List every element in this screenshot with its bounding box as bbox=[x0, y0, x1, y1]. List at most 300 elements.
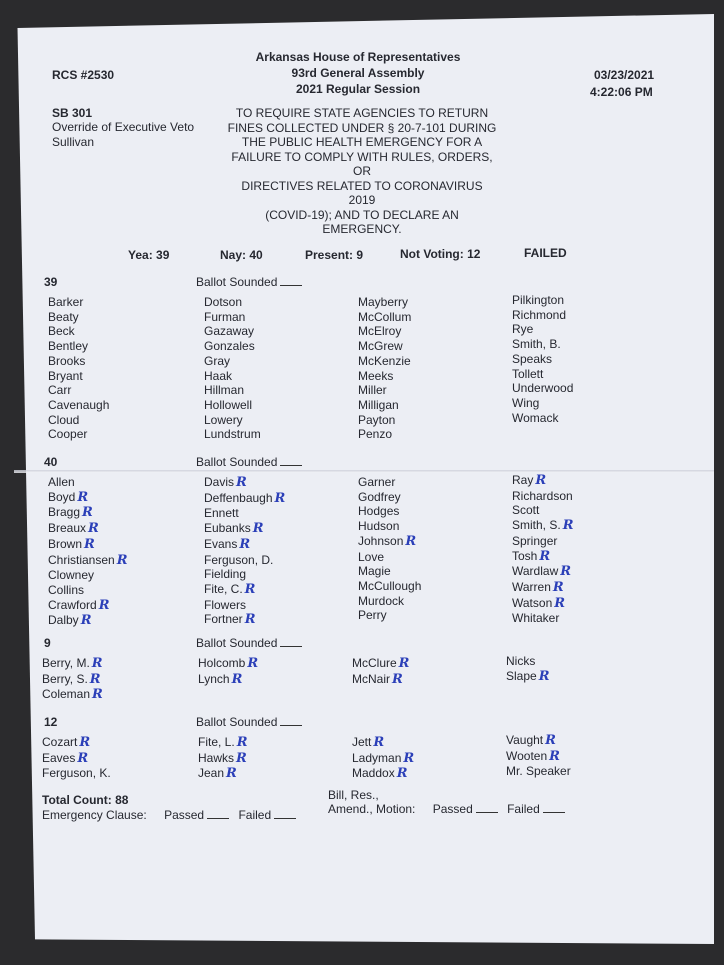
member-name: Wardlaw bbox=[512, 564, 559, 579]
member-name: Haak bbox=[204, 368, 233, 383]
handwritten-r-mark: R bbox=[554, 595, 566, 611]
member-entry bbox=[48, 295, 109, 310]
member-entry bbox=[48, 413, 109, 428]
member-entry bbox=[198, 735, 248, 751]
member-name: Fite, L. bbox=[198, 735, 235, 749]
member-name: Maddox bbox=[352, 766, 395, 781]
member-name: Davis bbox=[204, 475, 235, 489]
member-entry bbox=[48, 354, 109, 369]
handwritten-r-mark: R bbox=[552, 579, 564, 595]
handwritten-r-mark: R bbox=[560, 564, 572, 580]
handwritten-r-mark: R bbox=[77, 750, 89, 766]
ballot-sounded-text: Ballot Sounded bbox=[196, 275, 278, 289]
handwritten-r-mark: R bbox=[91, 656, 103, 671]
member-entry bbox=[48, 505, 128, 521]
member-name: Tosh bbox=[512, 548, 538, 563]
handwritten-r-mark: R bbox=[244, 581, 256, 597]
handwritten-r-mark: R bbox=[403, 750, 415, 766]
member-name: Berry, M. bbox=[42, 656, 90, 670]
member-name: Eubanks bbox=[204, 521, 251, 536]
bill-title-line: 2019 bbox=[348, 193, 376, 207]
motion-failed-blank bbox=[543, 803, 565, 813]
member-name: Tollett bbox=[512, 366, 544, 381]
member-column bbox=[352, 656, 409, 687]
member-entry bbox=[512, 596, 574, 612]
member-name: Love bbox=[358, 549, 385, 564]
member-name: Wing bbox=[512, 395, 540, 410]
member-name: Meeks bbox=[358, 368, 394, 383]
member-entry bbox=[204, 598, 285, 613]
member-entry bbox=[512, 293, 573, 308]
member-entry bbox=[204, 612, 285, 628]
member-name: Evans bbox=[204, 536, 238, 551]
member-name: McKenzie bbox=[358, 353, 411, 368]
member-entry bbox=[204, 413, 261, 428]
handwritten-r-mark: R bbox=[226, 766, 237, 782]
member-name: Vaught bbox=[506, 733, 544, 747]
member-entry bbox=[358, 579, 421, 594]
handwritten-r-mark: R bbox=[89, 671, 101, 687]
handwritten-r-mark: R bbox=[538, 668, 550, 684]
handwritten-r-mark: R bbox=[92, 687, 103, 703]
member-name: Beaty bbox=[48, 309, 79, 324]
handwritten-r-mark: R bbox=[373, 735, 385, 750]
member-entry bbox=[512, 611, 574, 626]
member-entry bbox=[198, 766, 248, 782]
member-entry bbox=[512, 411, 573, 426]
section-count: 40 bbox=[44, 455, 58, 469]
member-name: Dotson bbox=[204, 295, 243, 309]
nay-count: Nay: 40 bbox=[220, 248, 263, 262]
ballot-sounded-text: Ballot Sounded bbox=[196, 636, 278, 650]
member-name: Carr bbox=[48, 383, 72, 398]
member-entry bbox=[512, 503, 574, 518]
member-name: Rye bbox=[512, 322, 534, 337]
member-name: Gonzales bbox=[204, 339, 255, 354]
member-name: Berry, S. bbox=[42, 671, 88, 686]
rcs-number: RCS #2530 bbox=[52, 68, 115, 82]
member-entry bbox=[506, 669, 550, 685]
member-entry bbox=[506, 733, 571, 749]
member-name: Christiansen bbox=[48, 552, 115, 567]
member-name: Deffenbaugh bbox=[204, 490, 273, 505]
member-name: Smith, S. bbox=[512, 518, 561, 533]
member-entry bbox=[42, 735, 111, 751]
member-column bbox=[48, 295, 109, 442]
member-entry bbox=[352, 751, 414, 767]
member-name: McClure bbox=[352, 656, 397, 670]
member-entry bbox=[512, 367, 573, 382]
member-entry bbox=[48, 583, 128, 598]
member-name: Smith, B. bbox=[512, 337, 561, 352]
member-name: Bragg bbox=[48, 505, 81, 520]
member-entry bbox=[204, 506, 285, 521]
member-entry bbox=[204, 427, 261, 442]
handwritten-r-mark: R bbox=[88, 521, 99, 537]
member-entry bbox=[512, 518, 574, 534]
section-count: 9 bbox=[44, 636, 51, 650]
handwritten-r-mark: R bbox=[236, 475, 247, 490]
member-entry bbox=[48, 324, 109, 339]
member-name: Ladyman bbox=[352, 750, 402, 765]
ballot-sounded-blank bbox=[280, 276, 302, 286]
member-entry bbox=[512, 322, 573, 337]
member-entry bbox=[198, 656, 258, 672]
member-entry bbox=[358, 324, 411, 339]
member-entry bbox=[204, 324, 261, 339]
member-entry bbox=[204, 475, 285, 491]
member-entry bbox=[506, 764, 571, 779]
bill-title-line: TO REQUIRE STATE AGENCIES TO RETURN bbox=[235, 106, 489, 120]
member-entry bbox=[358, 550, 421, 565]
vote-result: FAILED bbox=[524, 246, 567, 260]
member-name: Hollowell bbox=[204, 397, 253, 412]
member-entry bbox=[48, 383, 109, 398]
member-entry bbox=[352, 656, 409, 672]
motion-passed-label: Passed bbox=[432, 802, 473, 816]
member-name: McNair bbox=[352, 671, 390, 686]
handwritten-r-mark: R bbox=[252, 521, 264, 537]
member-name: Dalby bbox=[48, 613, 79, 628]
member-entry bbox=[512, 396, 573, 411]
member-name: Milligan bbox=[358, 397, 399, 412]
bill-number: SB 301 bbox=[52, 106, 93, 120]
handwritten-r-mark: R bbox=[236, 735, 248, 750]
handwritten-r-mark: R bbox=[398, 656, 410, 671]
ballot-sounded-label bbox=[196, 455, 302, 469]
member-entry bbox=[512, 473, 574, 489]
ballot-sounded-blank bbox=[280, 637, 302, 647]
ballot-sounded-blank bbox=[280, 456, 302, 466]
member-name: Crawford bbox=[48, 597, 97, 612]
member-name: Jean bbox=[198, 766, 225, 781]
member-entry bbox=[204, 339, 261, 354]
handwritten-r-mark: R bbox=[82, 505, 93, 521]
emergency-clause bbox=[42, 808, 296, 822]
member-name: Scott bbox=[512, 503, 540, 518]
member-column bbox=[358, 295, 411, 442]
handwritten-r-mark: R bbox=[545, 733, 556, 748]
member-name: Whitaker bbox=[512, 611, 560, 626]
member-column bbox=[198, 656, 258, 687]
member-column bbox=[204, 295, 261, 442]
vote-date: 03/23/2021 bbox=[594, 68, 655, 82]
handwritten-r-mark: R bbox=[98, 597, 110, 613]
member-entry bbox=[358, 427, 411, 442]
member-entry bbox=[204, 383, 261, 398]
member-entry bbox=[358, 490, 421, 505]
member-name: Fortner bbox=[204, 612, 243, 627]
member-entry bbox=[358, 310, 411, 325]
member-name: Womack bbox=[512, 410, 559, 425]
member-column bbox=[358, 475, 421, 623]
emergency-clause-label: Emergency Clause: bbox=[42, 808, 147, 822]
member-name: Gray bbox=[204, 353, 231, 368]
member-entry bbox=[352, 766, 414, 782]
member-name: Lynch bbox=[198, 671, 230, 686]
member-entry bbox=[512, 352, 573, 367]
handwritten-r-mark: R bbox=[405, 533, 417, 549]
member-entry bbox=[358, 369, 411, 384]
member-name: Collins bbox=[48, 582, 85, 597]
handwritten-r-mark: R bbox=[80, 613, 92, 629]
section-count: 39 bbox=[44, 275, 58, 289]
member-name: Hudson bbox=[358, 519, 400, 534]
paper-fold bbox=[14, 470, 714, 473]
member-name: Nicks bbox=[506, 654, 536, 668]
member-name: Beck bbox=[48, 324, 75, 339]
member-column bbox=[506, 654, 550, 684]
member-name: Lundstrum bbox=[204, 427, 261, 442]
bill-title-line: FINES COLLECTED UNDER § 20-7-101 DURING bbox=[227, 120, 497, 135]
member-column bbox=[512, 293, 573, 425]
member-name: Holcomb bbox=[198, 656, 246, 670]
member-name: Ennett bbox=[204, 506, 239, 521]
member-name: Breaux bbox=[48, 521, 87, 536]
member-name: Lowery bbox=[204, 412, 243, 427]
member-name: Godfrey bbox=[358, 489, 401, 504]
member-entry bbox=[204, 491, 285, 507]
member-name: Warren bbox=[512, 579, 551, 594]
member-entry bbox=[204, 398, 261, 413]
yea-count: Yea: 39 bbox=[128, 248, 170, 262]
member-name: Richmond bbox=[512, 307, 567, 322]
member-entry bbox=[48, 427, 109, 442]
member-name: McGrew bbox=[358, 339, 403, 354]
member-entry bbox=[48, 490, 128, 506]
emergency-passed-label: Passed bbox=[164, 808, 205, 822]
handwritten-r-mark: R bbox=[236, 750, 247, 766]
member-name: Watson bbox=[512, 595, 553, 610]
chamber-title: Arkansas House of Representatives bbox=[255, 50, 461, 64]
member-name: Springer bbox=[512, 533, 558, 548]
member-entry bbox=[204, 369, 261, 384]
emergency-failed-label: Failed bbox=[238, 808, 272, 822]
member-entry bbox=[352, 735, 414, 751]
member-name: Cooper bbox=[48, 427, 88, 442]
member-name: Hodges bbox=[358, 504, 400, 519]
handwritten-r-mark: R bbox=[77, 489, 89, 505]
member-column bbox=[42, 735, 111, 781]
handwritten-r-mark: R bbox=[562, 518, 574, 534]
member-name: Boyd bbox=[48, 489, 76, 504]
bill-title-line: THE PUBLIC HEALTH EMERGENCY FOR A bbox=[241, 135, 483, 149]
handwritten-r-mark: R bbox=[231, 671, 243, 687]
member-name: Bryant bbox=[48, 368, 83, 383]
member-name: Slape bbox=[506, 668, 537, 683]
handwritten-r-mark: R bbox=[396, 766, 408, 782]
handwritten-r-mark: R bbox=[549, 748, 560, 764]
member-column bbox=[48, 475, 128, 629]
member-entry bbox=[42, 687, 103, 703]
member-name: Pilkington bbox=[512, 293, 565, 307]
member-entry bbox=[204, 310, 261, 325]
handwritten-r-mark: R bbox=[79, 735, 91, 750]
member-name: Cavenaugh bbox=[48, 397, 110, 412]
member-entry bbox=[512, 308, 573, 323]
member-entry bbox=[48, 398, 109, 413]
member-entry bbox=[512, 534, 574, 549]
section-count: 12 bbox=[44, 715, 58, 729]
member-entry bbox=[358, 594, 421, 609]
bill-title-line: (COVID-19); AND TO DECLARE AN bbox=[265, 207, 459, 222]
ballot-sounded-blank bbox=[280, 716, 302, 726]
bill-sponsor: Sullivan bbox=[52, 135, 95, 149]
member-entry bbox=[352, 672, 409, 688]
member-name: Fielding bbox=[204, 567, 247, 582]
member-entry bbox=[48, 475, 128, 490]
member-name: Garner bbox=[358, 475, 396, 489]
handwritten-r-mark: R bbox=[116, 552, 128, 568]
member-name: Gazaway bbox=[204, 324, 255, 339]
member-entry bbox=[358, 519, 421, 534]
bill-title-line: OR bbox=[353, 164, 371, 178]
member-entry bbox=[48, 521, 128, 537]
handwritten-r-mark: R bbox=[84, 536, 95, 552]
member-entry bbox=[48, 598, 128, 614]
bill-type: Override of Executive Veto bbox=[52, 120, 195, 134]
bill-title-line: FAILURE TO COMPLY WITH RULES, ORDERS, bbox=[231, 149, 493, 164]
member-name: Richardson bbox=[512, 488, 573, 503]
member-name: Brown bbox=[48, 536, 83, 551]
member-entry bbox=[358, 354, 411, 369]
member-entry bbox=[358, 413, 411, 428]
member-entry bbox=[512, 381, 573, 396]
handwritten-r-mark: R bbox=[247, 656, 259, 671]
handwritten-r-mark: R bbox=[392, 671, 403, 687]
member-entry bbox=[48, 613, 128, 629]
member-name: Barker bbox=[48, 295, 84, 309]
member-name: Speaks bbox=[512, 351, 553, 366]
member-entry bbox=[42, 751, 111, 767]
member-entry bbox=[42, 766, 111, 781]
member-name: Jett bbox=[352, 735, 372, 749]
member-name: McElroy bbox=[358, 324, 402, 339]
member-entry bbox=[48, 369, 109, 384]
member-entry bbox=[358, 534, 421, 550]
member-entry bbox=[358, 398, 411, 413]
member-entry bbox=[42, 672, 103, 688]
member-name: Coleman bbox=[42, 687, 91, 702]
member-name: Penzo bbox=[358, 427, 393, 442]
member-name: McCollum bbox=[358, 309, 412, 324]
member-name: Payton bbox=[358, 412, 396, 427]
member-name: Wooten bbox=[506, 748, 548, 763]
member-column bbox=[204, 475, 285, 628]
assembly-title: 93rd General Assembly bbox=[291, 66, 425, 80]
member-name: Cloud bbox=[48, 412, 80, 427]
member-entry bbox=[48, 310, 109, 325]
emergency-failed-blank bbox=[274, 809, 296, 819]
bill-title-line: EMERGENCY. bbox=[322, 222, 402, 236]
ballot-sounded-label bbox=[196, 636, 302, 650]
member-entry bbox=[48, 553, 128, 569]
member-entry bbox=[204, 521, 285, 537]
bill-res-label: Bill, Res., bbox=[328, 788, 379, 802]
member-entry bbox=[358, 339, 411, 354]
member-column bbox=[352, 735, 414, 782]
member-name: Eaves bbox=[42, 750, 76, 765]
member-entry bbox=[358, 383, 411, 398]
member-entry bbox=[506, 749, 571, 765]
member-entry bbox=[48, 339, 109, 354]
handwritten-r-mark: R bbox=[244, 612, 256, 628]
member-name: Fite, C. bbox=[204, 581, 243, 596]
amend-motion-label: Amend., Motion: bbox=[328, 802, 416, 816]
member-entry bbox=[198, 751, 248, 767]
member-name: Cozart bbox=[42, 735, 78, 749]
vote-time: 4:22:06 PM bbox=[590, 85, 653, 99]
motion-passed-blank bbox=[476, 803, 498, 813]
member-column bbox=[512, 473, 574, 626]
member-entry bbox=[512, 564, 574, 580]
member-entry bbox=[204, 567, 285, 582]
member-entry bbox=[204, 537, 285, 553]
ballot-sounded-text: Ballot Sounded bbox=[196, 455, 278, 469]
bill-title-line: DIRECTIVES RELATED TO CORONAVIRUS bbox=[241, 178, 483, 193]
handwritten-r-mark: R bbox=[239, 536, 251, 552]
member-name: Allen bbox=[48, 475, 75, 489]
member-name: Ferguson, K. bbox=[42, 766, 111, 781]
member-entry bbox=[48, 537, 128, 553]
member-name: Flowers bbox=[204, 597, 247, 612]
member-name: Bentley bbox=[48, 339, 89, 354]
member-entry bbox=[512, 337, 573, 352]
member-name: Magie bbox=[358, 564, 391, 579]
motion-failed-label: Failed bbox=[507, 802, 540, 816]
member-name: Ray bbox=[512, 473, 534, 487]
member-name: McCullough bbox=[358, 578, 422, 593]
ballot-sounded-label bbox=[196, 715, 302, 729]
handwritten-r-mark: R bbox=[539, 548, 551, 564]
member-entry bbox=[204, 553, 285, 568]
member-name: Furman bbox=[204, 309, 246, 324]
member-name: Underwood bbox=[512, 381, 574, 396]
total-count: Total Count: 88 bbox=[42, 793, 129, 807]
member-entry bbox=[512, 580, 574, 596]
member-name: Mayberry bbox=[358, 295, 409, 309]
ballot-sounded-label bbox=[196, 275, 302, 289]
member-entry bbox=[358, 564, 421, 579]
ballot-sounded-text: Ballot Sounded bbox=[196, 715, 278, 729]
member-name: Mr. Speaker bbox=[506, 764, 571, 779]
member-entry bbox=[506, 654, 550, 669]
present-count: Present: 9 bbox=[305, 248, 364, 262]
member-name: Hawks bbox=[198, 750, 235, 765]
member-entry bbox=[512, 549, 574, 565]
member-name: Brooks bbox=[48, 353, 86, 368]
member-entry bbox=[358, 608, 421, 623]
member-name: Ferguson, D. bbox=[204, 552, 274, 567]
member-name: Johnson bbox=[358, 533, 404, 548]
member-entry bbox=[204, 295, 261, 310]
amend-motion bbox=[328, 802, 565, 816]
session-title: 2021 Regular Session bbox=[295, 82, 421, 96]
member-name: Murdock bbox=[358, 593, 405, 608]
member-entry bbox=[204, 354, 261, 369]
member-entry bbox=[42, 656, 103, 672]
not-voting-count: Not Voting: 12 bbox=[400, 247, 481, 261]
member-column bbox=[506, 733, 571, 779]
member-name: Hillman bbox=[204, 383, 245, 398]
member-entry bbox=[48, 568, 128, 583]
member-name: Miller bbox=[358, 383, 387, 398]
emergency-passed-blank bbox=[207, 809, 229, 819]
member-entry bbox=[198, 672, 258, 688]
member-entry bbox=[358, 295, 411, 310]
member-entry bbox=[358, 504, 421, 519]
handwritten-r-mark: R bbox=[535, 473, 547, 488]
